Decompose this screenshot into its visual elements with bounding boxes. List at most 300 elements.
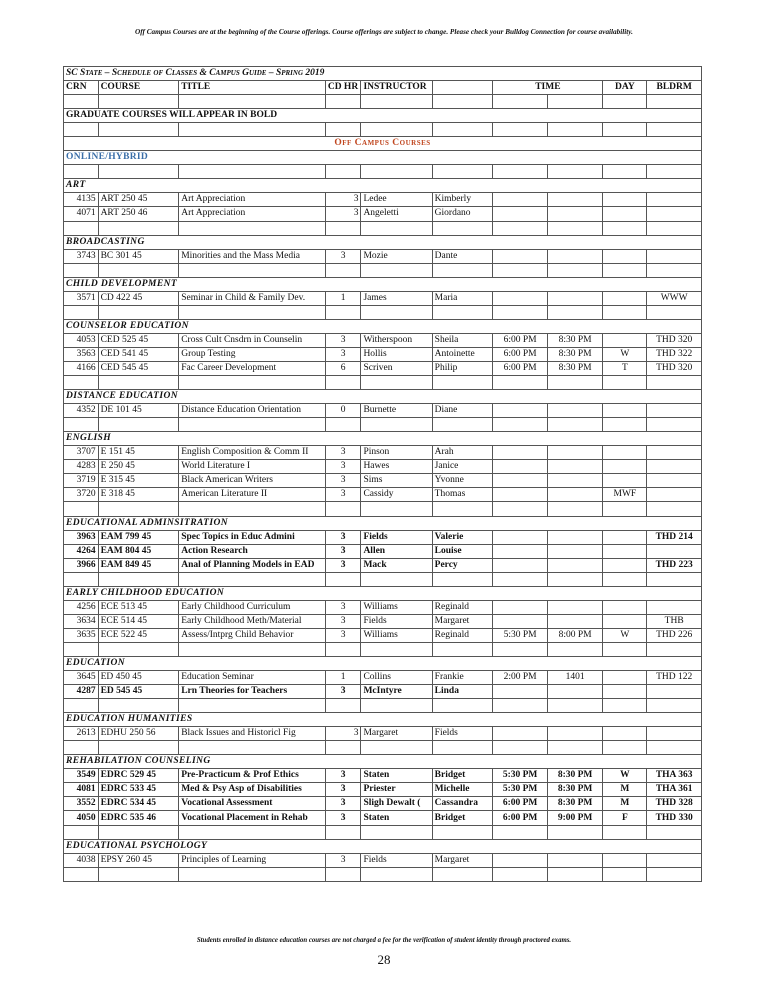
- crn: 4053: [64, 333, 99, 347]
- empty-cell: [647, 418, 702, 432]
- empty-cell: [325, 95, 361, 109]
- day: M: [603, 797, 647, 811]
- time-end: [547, 544, 603, 558]
- course-row: [64, 853, 702, 867]
- instructor-first: Giordano: [432, 207, 493, 221]
- course: EAM 849 45: [98, 558, 179, 572]
- empty-cell: [493, 699, 547, 713]
- time-end: [547, 207, 603, 221]
- empty-cell: [98, 221, 179, 235]
- time-start: [493, 291, 547, 305]
- credit-hours: 3: [325, 530, 361, 544]
- time-end: 8:30 PM: [547, 361, 603, 375]
- course-title: Action Research: [179, 544, 326, 558]
- course-row: [64, 460, 702, 474]
- empty-cell: [179, 95, 326, 109]
- dept-name: REHABILATION COUNSELING: [64, 755, 702, 769]
- empty-cell: [547, 502, 603, 516]
- instructor-first: Louise: [432, 544, 493, 558]
- instructor-last: Mack: [361, 558, 432, 572]
- bldrm: THA 363: [647, 769, 702, 783]
- crn: 3720: [64, 488, 99, 502]
- empty-cell: [64, 418, 99, 432]
- empty-cell: [179, 123, 326, 137]
- empty-cell: [432, 642, 493, 656]
- bldrm: THA 361: [647, 783, 702, 797]
- time-start: 5:30 PM: [493, 628, 547, 642]
- day: [603, 446, 647, 460]
- course-title: Minorities and the Mass Media: [179, 249, 326, 263]
- empty-cell: [179, 376, 326, 390]
- bldrm: THD 320: [647, 361, 702, 375]
- empty-cell: [361, 699, 432, 713]
- crn: 3571: [64, 291, 99, 305]
- instructor-last: Cassidy: [361, 488, 432, 502]
- crn: 3552: [64, 797, 99, 811]
- instructor-first: Sheila: [432, 333, 493, 347]
- course-title: Vocational Placement in Rehab: [179, 811, 326, 825]
- day: [603, 193, 647, 207]
- empty-cell: [98, 165, 179, 179]
- empty-cell: [603, 221, 647, 235]
- bldrm: [647, 488, 702, 502]
- instructor-last: Hollis: [361, 347, 432, 361]
- time-start: [493, 558, 547, 572]
- day: [603, 727, 647, 741]
- empty-cell: [64, 263, 99, 277]
- course-title: Fac Career Development: [179, 361, 326, 375]
- course: EDRC 534 45: [98, 797, 179, 811]
- instructor-first: Arah: [432, 446, 493, 460]
- empty-cell: [98, 418, 179, 432]
- instructor-last: Angeletti: [361, 207, 432, 221]
- course-title: Vocational Assessment: [179, 797, 326, 811]
- empty-cell: [325, 642, 361, 656]
- instructor-last: Staten: [361, 811, 432, 825]
- course-title: Group Testing: [179, 347, 326, 361]
- empty-cell: [432, 221, 493, 235]
- time-end: [547, 474, 603, 488]
- instructor-first: Linda: [432, 685, 493, 699]
- course: EAM 804 45: [98, 544, 179, 558]
- crn: 3645: [64, 671, 99, 685]
- credit-hours: 3: [325, 488, 361, 502]
- empty-cell: [361, 418, 432, 432]
- time-end: [547, 193, 603, 207]
- credit-hours: 3: [325, 628, 361, 642]
- empty-cell: [603, 165, 647, 179]
- course-row: [64, 361, 702, 375]
- blank-row: [64, 642, 702, 656]
- empty-cell: [179, 305, 326, 319]
- blank-row: [64, 376, 702, 390]
- empty-cell: [603, 741, 647, 755]
- time-end: [547, 446, 603, 460]
- empty-cell: [603, 867, 647, 881]
- empty-cell: [493, 305, 547, 319]
- crn: 3743: [64, 249, 99, 263]
- blank-row: [64, 502, 702, 516]
- empty-cell: [361, 867, 432, 881]
- blank-row: [64, 305, 702, 319]
- time-start: 6:00 PM: [493, 347, 547, 361]
- course-row: [64, 685, 702, 699]
- empty-cell: [98, 867, 179, 881]
- day: MWF: [603, 488, 647, 502]
- credit-hours: 3: [325, 811, 361, 825]
- empty-cell: [179, 642, 326, 656]
- empty-cell: [547, 123, 603, 137]
- empty-cell: [432, 305, 493, 319]
- credit-hours: 1: [325, 671, 361, 685]
- crn: 4050: [64, 811, 99, 825]
- time-start: [493, 488, 547, 502]
- empty-cell: [647, 263, 702, 277]
- course-title: Early Childhood Curriculum: [179, 600, 326, 614]
- time-start: [493, 474, 547, 488]
- empty-cell: [603, 263, 647, 277]
- time-end: [547, 404, 603, 418]
- bldrm: THD 322: [647, 347, 702, 361]
- dept-header-row: [64, 713, 702, 727]
- blank-row: [64, 165, 702, 179]
- course-title: Black Issues and Historicl Fig: [179, 727, 326, 741]
- empty-cell: [64, 699, 99, 713]
- course-title: English Composition & Comm II: [179, 446, 326, 460]
- bldrm: [647, 404, 702, 418]
- crn: 3635: [64, 628, 99, 642]
- time-start: [493, 600, 547, 614]
- instructor-first: Frankie: [432, 671, 493, 685]
- dept-name: COUNSELOR EDUCATION: [64, 319, 702, 333]
- blank-row: [64, 123, 702, 137]
- course: EPSY 260 45: [98, 853, 179, 867]
- instructor-first: Thomas: [432, 488, 493, 502]
- col-crn: CRN: [64, 81, 99, 95]
- course-title: Art Appreciation: [179, 207, 326, 221]
- empty-cell: [98, 572, 179, 586]
- empty-cell: [325, 376, 361, 390]
- instructor-first: Diane: [432, 404, 493, 418]
- course-title: Principles of Learning: [179, 853, 326, 867]
- instructor-last: Williams: [361, 600, 432, 614]
- day: [603, 544, 647, 558]
- course-row: [64, 811, 702, 825]
- empty-cell: [179, 165, 326, 179]
- credit-hours: 1: [325, 291, 361, 305]
- time-start: 6:00 PM: [493, 797, 547, 811]
- time-end: 9:00 PM: [547, 811, 603, 825]
- course: DE 101 45: [98, 404, 179, 418]
- empty-cell: [432, 572, 493, 586]
- course: EAM 799 45: [98, 530, 179, 544]
- instructor-last: Williams: [361, 628, 432, 642]
- course-title: Pre-Practicum & Prof Ethics: [179, 769, 326, 783]
- grad-note-row: [64, 109, 702, 123]
- day: [603, 530, 647, 544]
- instructor-first: Janice: [432, 460, 493, 474]
- instructor-first: Michelle: [432, 783, 493, 797]
- empty-cell: [361, 642, 432, 656]
- time-end: [547, 291, 603, 305]
- credit-hours: 3: [325, 193, 361, 207]
- time-end: [547, 249, 603, 263]
- course-row: [64, 727, 702, 741]
- crn: 4135: [64, 193, 99, 207]
- bldrm: THD 328: [647, 797, 702, 811]
- dept-header-row: [64, 755, 702, 769]
- empty-cell: [64, 572, 99, 586]
- course-row: [64, 600, 702, 614]
- empty-cell: [98, 699, 179, 713]
- course: ED 450 45: [98, 671, 179, 685]
- credit-hours: 3: [325, 853, 361, 867]
- course: ART 250 45: [98, 193, 179, 207]
- empty-cell: [647, 95, 702, 109]
- empty-cell: [547, 572, 603, 586]
- course-title: American Literature II: [179, 488, 326, 502]
- dept-header-row: [64, 277, 702, 291]
- credit-hours: 3: [325, 347, 361, 361]
- empty-cell: [64, 502, 99, 516]
- course-row: [64, 193, 702, 207]
- empty-cell: [64, 642, 99, 656]
- dept-header-row: [64, 839, 702, 853]
- empty-cell: [325, 165, 361, 179]
- crn: 4071: [64, 207, 99, 221]
- empty-cell: [179, 741, 326, 755]
- instructor-first: Bridget: [432, 811, 493, 825]
- dept-header-row: [64, 516, 702, 530]
- empty-cell: [179, 699, 326, 713]
- empty-cell: [547, 376, 603, 390]
- col-instructor: INSTRUCTOR: [361, 81, 432, 95]
- instructor-first: Kimberly: [432, 193, 493, 207]
- time-end: [547, 460, 603, 474]
- blank-row: [64, 867, 702, 881]
- schedule-body: [64, 67, 702, 882]
- empty-cell: [325, 741, 361, 755]
- crn: 4283: [64, 460, 99, 474]
- time-end: 8:30 PM: [547, 347, 603, 361]
- online-heading-row: [64, 151, 702, 165]
- course-title: Anal of Planning Models in EAD: [179, 558, 326, 572]
- instructor-first: Margaret: [432, 853, 493, 867]
- empty-cell: [64, 305, 99, 319]
- empty-cell: [493, 376, 547, 390]
- empty-cell: [603, 642, 647, 656]
- empty-cell: [547, 165, 603, 179]
- empty-cell: [647, 642, 702, 656]
- course-row: [64, 628, 702, 642]
- empty-cell: [432, 165, 493, 179]
- empty-cell: [432, 263, 493, 277]
- course-row: [64, 783, 702, 797]
- dept-name: BROADCASTING: [64, 235, 702, 249]
- instructor-last: Sligh Dewalt (: [361, 797, 432, 811]
- empty-cell: [647, 825, 702, 839]
- empty-cell: [493, 502, 547, 516]
- credit-hours: 3: [325, 446, 361, 460]
- empty-cell: [647, 165, 702, 179]
- empty-cell: [325, 305, 361, 319]
- course-row: [64, 614, 702, 628]
- bldrm: [647, 460, 702, 474]
- course-row: [64, 530, 702, 544]
- empty-cell: [493, 642, 547, 656]
- time-start: [493, 544, 547, 558]
- empty-cell: [98, 642, 179, 656]
- crn: 3719: [64, 474, 99, 488]
- off-campus-heading: Off Campus Courses: [64, 137, 702, 151]
- bldrm: [647, 474, 702, 488]
- course-title: Lrn Theories for Teachers: [179, 685, 326, 699]
- day: [603, 460, 647, 474]
- credit-hours: 3: [325, 614, 361, 628]
- crn: 4256: [64, 600, 99, 614]
- course: CED 545 45: [98, 361, 179, 375]
- empty-cell: [325, 699, 361, 713]
- instructor-first: Antoinette: [432, 347, 493, 361]
- time-end: [547, 685, 603, 699]
- empty-cell: [603, 376, 647, 390]
- empty-cell: [647, 221, 702, 235]
- time-start: [493, 193, 547, 207]
- instructor-last: Allen: [361, 544, 432, 558]
- day: W: [603, 628, 647, 642]
- instructor-first: Philip: [432, 361, 493, 375]
- empty-cell: [647, 305, 702, 319]
- instructor-first: Reginald: [432, 600, 493, 614]
- empty-cell: [603, 123, 647, 137]
- instructor-last: Pinson: [361, 446, 432, 460]
- empty-cell: [432, 95, 493, 109]
- day: [603, 404, 647, 418]
- empty-cell: [361, 376, 432, 390]
- course-title: Black American Writers: [179, 474, 326, 488]
- col-instructor-first: [432, 81, 493, 95]
- empty-cell: [64, 376, 99, 390]
- empty-cell: [603, 418, 647, 432]
- time-start: [493, 530, 547, 544]
- course-title: Art Appreciation: [179, 193, 326, 207]
- empty-cell: [603, 699, 647, 713]
- course-row: [64, 474, 702, 488]
- course: E 151 45: [98, 446, 179, 460]
- blank-row: [64, 95, 702, 109]
- empty-cell: [98, 305, 179, 319]
- time-start: [493, 207, 547, 221]
- bldrm: THD 226: [647, 628, 702, 642]
- credit-hours: 3: [325, 685, 361, 699]
- course-row: [64, 249, 702, 263]
- title-text: SC State – Schedule of Classes & Campus Guide – Spring: [66, 68, 306, 79]
- col-course: COURSE: [98, 81, 179, 95]
- course-row: [64, 797, 702, 811]
- empty-cell: [647, 699, 702, 713]
- empty-cell: [179, 263, 326, 277]
- blank-row: [64, 572, 702, 586]
- title-year: 2019: [305, 68, 325, 79]
- empty-cell: [361, 221, 432, 235]
- dept-header-row: [64, 656, 702, 670]
- time-start: [493, 404, 547, 418]
- instructor-last: Priester: [361, 783, 432, 797]
- empty-cell: [325, 418, 361, 432]
- course: ART 250 46: [98, 207, 179, 221]
- course-title: Assess/Intprg Child Behavior: [179, 628, 326, 642]
- time-start: 6:00 PM: [493, 811, 547, 825]
- empty-cell: [603, 572, 647, 586]
- empty-cell: [361, 502, 432, 516]
- credit-hours: 3: [325, 544, 361, 558]
- empty-cell: [98, 825, 179, 839]
- dept-header-row: [64, 586, 702, 600]
- instructor-first: Bridget: [432, 769, 493, 783]
- course-row: [64, 207, 702, 221]
- day: [603, 614, 647, 628]
- course-row: [64, 769, 702, 783]
- instructor-last: Witherspoon: [361, 333, 432, 347]
- course: EDRC 535 46: [98, 811, 179, 825]
- crn: 3707: [64, 446, 99, 460]
- empty-cell: [493, 572, 547, 586]
- empty-cell: [432, 376, 493, 390]
- empty-cell: [547, 221, 603, 235]
- empty-cell: [325, 572, 361, 586]
- course-row: [64, 291, 702, 305]
- bldrm: [647, 544, 702, 558]
- time-start: [493, 249, 547, 263]
- blank-row: [64, 263, 702, 277]
- instructor-first: Yvonne: [432, 474, 493, 488]
- instructor-last: Sims: [361, 474, 432, 488]
- col-title: TITLE: [179, 81, 326, 95]
- bldrm: THD 330: [647, 811, 702, 825]
- bldrm: THD 122: [647, 671, 702, 685]
- empty-cell: [432, 825, 493, 839]
- bldrm: [647, 853, 702, 867]
- page-number: 28: [377, 952, 391, 967]
- course-row: [64, 671, 702, 685]
- course: CED 525 45: [98, 333, 179, 347]
- empty-cell: [64, 95, 99, 109]
- empty-cell: [493, 165, 547, 179]
- dept-name: ART: [64, 179, 702, 193]
- dept-header-row: [64, 235, 702, 249]
- day: [603, 291, 647, 305]
- instructor-last: Scriven: [361, 361, 432, 375]
- credit-hours: 3: [325, 207, 361, 221]
- day: [603, 249, 647, 263]
- time-end: [547, 530, 603, 544]
- dept-name: EARLY CHILDHOOD EDUCATION: [64, 586, 702, 600]
- instructor-last: Hawes: [361, 460, 432, 474]
- course: ECE 522 45: [98, 628, 179, 642]
- time-end: [547, 853, 603, 867]
- day: [603, 558, 647, 572]
- course: CD 422 45: [98, 291, 179, 305]
- credit-hours: 3: [325, 558, 361, 572]
- page-title: [64, 67, 702, 81]
- dept-name: EDUCATIONAL PSYCHOLOGY: [64, 839, 702, 853]
- dept-header-row: [64, 432, 702, 446]
- course-row: [64, 446, 702, 460]
- empty-cell: [98, 123, 179, 137]
- empty-cell: [493, 221, 547, 235]
- empty-cell: [98, 263, 179, 277]
- time-start: [493, 685, 547, 699]
